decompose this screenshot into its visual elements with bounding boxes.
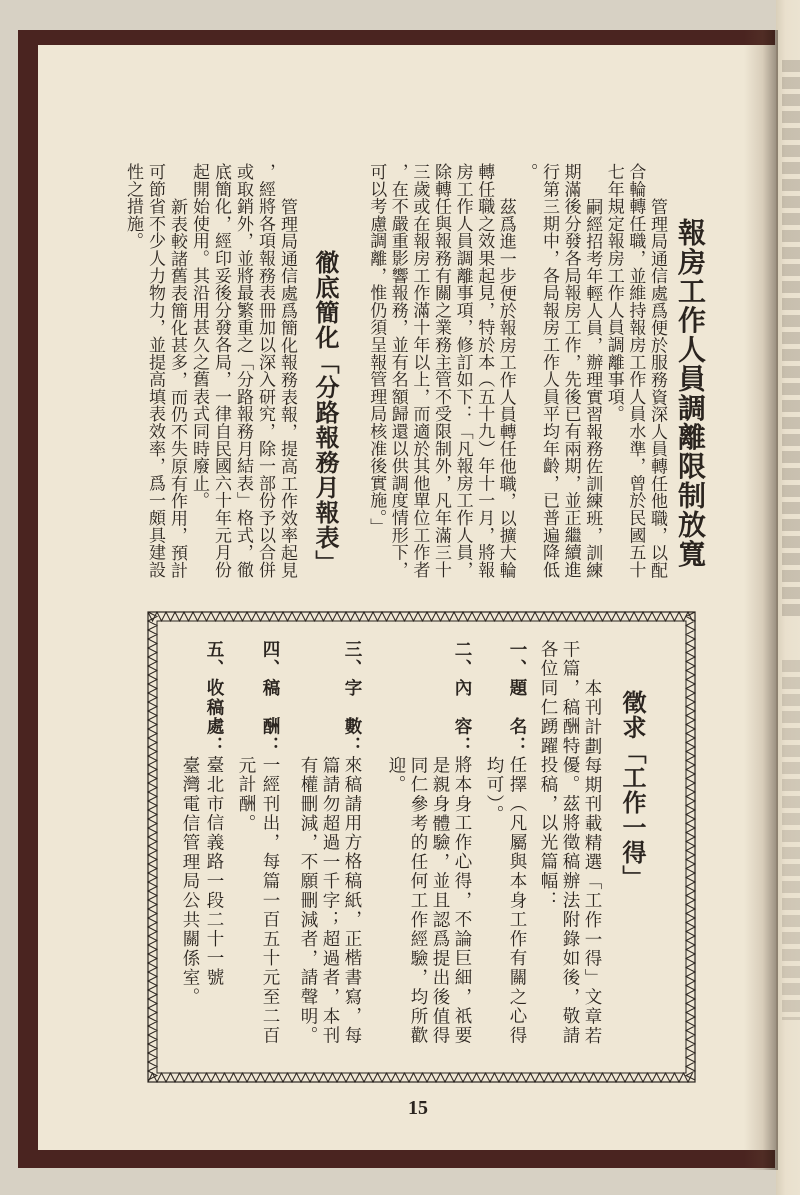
item-text: 是親身體驗，並且認爲提出後值得 — [430, 755, 450, 1046]
item-label: 二、內 容： — [452, 640, 472, 756]
item-label: 三、字 數： — [342, 640, 362, 756]
item-text: 任擇（凡屬與本身工作有關之心得 — [507, 755, 527, 1046]
text-column: 。 — [517, 163, 538, 181]
notice-border-zigzag — [148, 1073, 693, 1082]
notice-title: 徵求「工作一得」 — [618, 690, 646, 890]
text-column: 或取銷外，並將最繁重之「分路報務月結表」格式，徹 — [233, 163, 253, 579]
text-column: 嗣經招考年輕人員，辦理實習報務佐訓練班，訓練 — [582, 197, 603, 579]
text-column: ，經將各項報務表冊加以深入研究，除一部份予以合併 — [255, 163, 275, 579]
item-label: 一、題 名： — [507, 640, 527, 756]
text-column: 新表較諸舊表簡化甚多，而仍不失原有作用，預計 — [167, 197, 187, 579]
item-text: 將本身工作心得，不論巨細，祇要 — [452, 755, 472, 1046]
item-text: 均可）。 — [484, 755, 504, 825]
item-text: 臺灣電信管理局公共關係室。 — [180, 755, 200, 1007]
notice-item-content — [451, 640, 473, 1045]
notice-intro-line: 各位同仁踴躍投稿，以光篇幅： — [538, 640, 558, 911]
text-column: 除轉任與報務有關之業務主管不受限制外，凡年滿三十 — [431, 163, 451, 579]
item-text: 篇請勿超過一千字；超過者，本刊 — [320, 755, 340, 1046]
notice-border-zigzag — [148, 612, 157, 1080]
item-text: 同仁參考的任何工作經驗，均所歡 — [408, 755, 428, 1046]
notice-item-payment — [259, 640, 281, 1045]
text-column: 性之措施。 — [123, 163, 143, 250]
item-label: 四、稿 酬： — [260, 640, 280, 756]
item-text: 元計酬。 — [236, 755, 256, 833]
article-title: 報房工作人員調離限制放寬 — [674, 218, 707, 569]
text-column: 行第三期中，各局報房工作人員平均年齡，已普遍降低 — [539, 163, 559, 579]
text-column: 茲爲進一步便於報房工作人員轉任他職，以擴大輪 — [495, 197, 516, 579]
text-column: 管理局通信處爲便於服務資深人員轉任他職，以配 — [647, 197, 667, 579]
text-column: 七年規定報房工作人員調離事項。 — [603, 163, 624, 423]
text-column: 期滿後分發各局報房工作，先後已有兩期，並正繼續進 — [560, 163, 581, 579]
text-column: 三歲或在報房工作滿十年以上，而適於其他單位工作者 — [409, 163, 430, 579]
text-column: ，在不嚴重影響報務，並有名額歸還以供調度情形下， — [387, 163, 408, 579]
item-text: 一經刊出，每篇一百五十元至二百 — [260, 755, 280, 1046]
text-column: 可以考慮調離，惟仍須呈報管理局核准後實施。」 — [366, 163, 387, 536]
notice-border-zigzag — [686, 612, 695, 1080]
notice-intro-line: 干篇，稿酬特優。茲將徵稿辦法附錄如後，敬請 — [560, 640, 580, 1046]
text-column: 起開始使用。其沿用甚久之舊表式同時廢止。 — [189, 163, 209, 509]
notice-item-title — [506, 640, 528, 1045]
notice-intro-line: 本刊計劃每期刊載精選「工作一得」文章若 — [582, 678, 602, 1046]
item-text: 迎。 — [386, 755, 406, 795]
text-column: 合輪轉任職，並維持報房工作人員水準，曾於民國五十 — [625, 163, 646, 579]
item-text: 有權刪減，不願刪減者，請聲明。 — [298, 755, 318, 1046]
text-column: 底簡化，經印妥後分發各局，一律自民國六十年元月份 — [211, 163, 231, 579]
text-column: 管理局通信處爲簡化報務表報，提高工作效率起見 — [277, 197, 297, 579]
notice-item-word-count — [341, 640, 363, 1045]
text-column: 轉任職之效果起見，特於本（五十九）年十一月，將報 — [474, 163, 495, 579]
item-text: 臺北市信義路一段二十一號 — [204, 755, 224, 988]
item-text: 來稿請用方格稿紙，正楷書寫，每 — [342, 755, 362, 1046]
page-number: 15 — [408, 1097, 428, 1119]
notice-border-zigzag — [148, 612, 693, 621]
item-label: 五、收稿處： — [204, 640, 224, 756]
notice-item-address — [203, 640, 225, 987]
article-title: 徹底簡化「分路報務月報表」 — [311, 250, 339, 575]
text-column: 可節省不少人力物力，並提高填表效率，爲一頗具建設 — [145, 163, 165, 579]
text-column: 房工作人員調離事項，修訂如下：「凡報房工作人員， — [452, 163, 473, 579]
